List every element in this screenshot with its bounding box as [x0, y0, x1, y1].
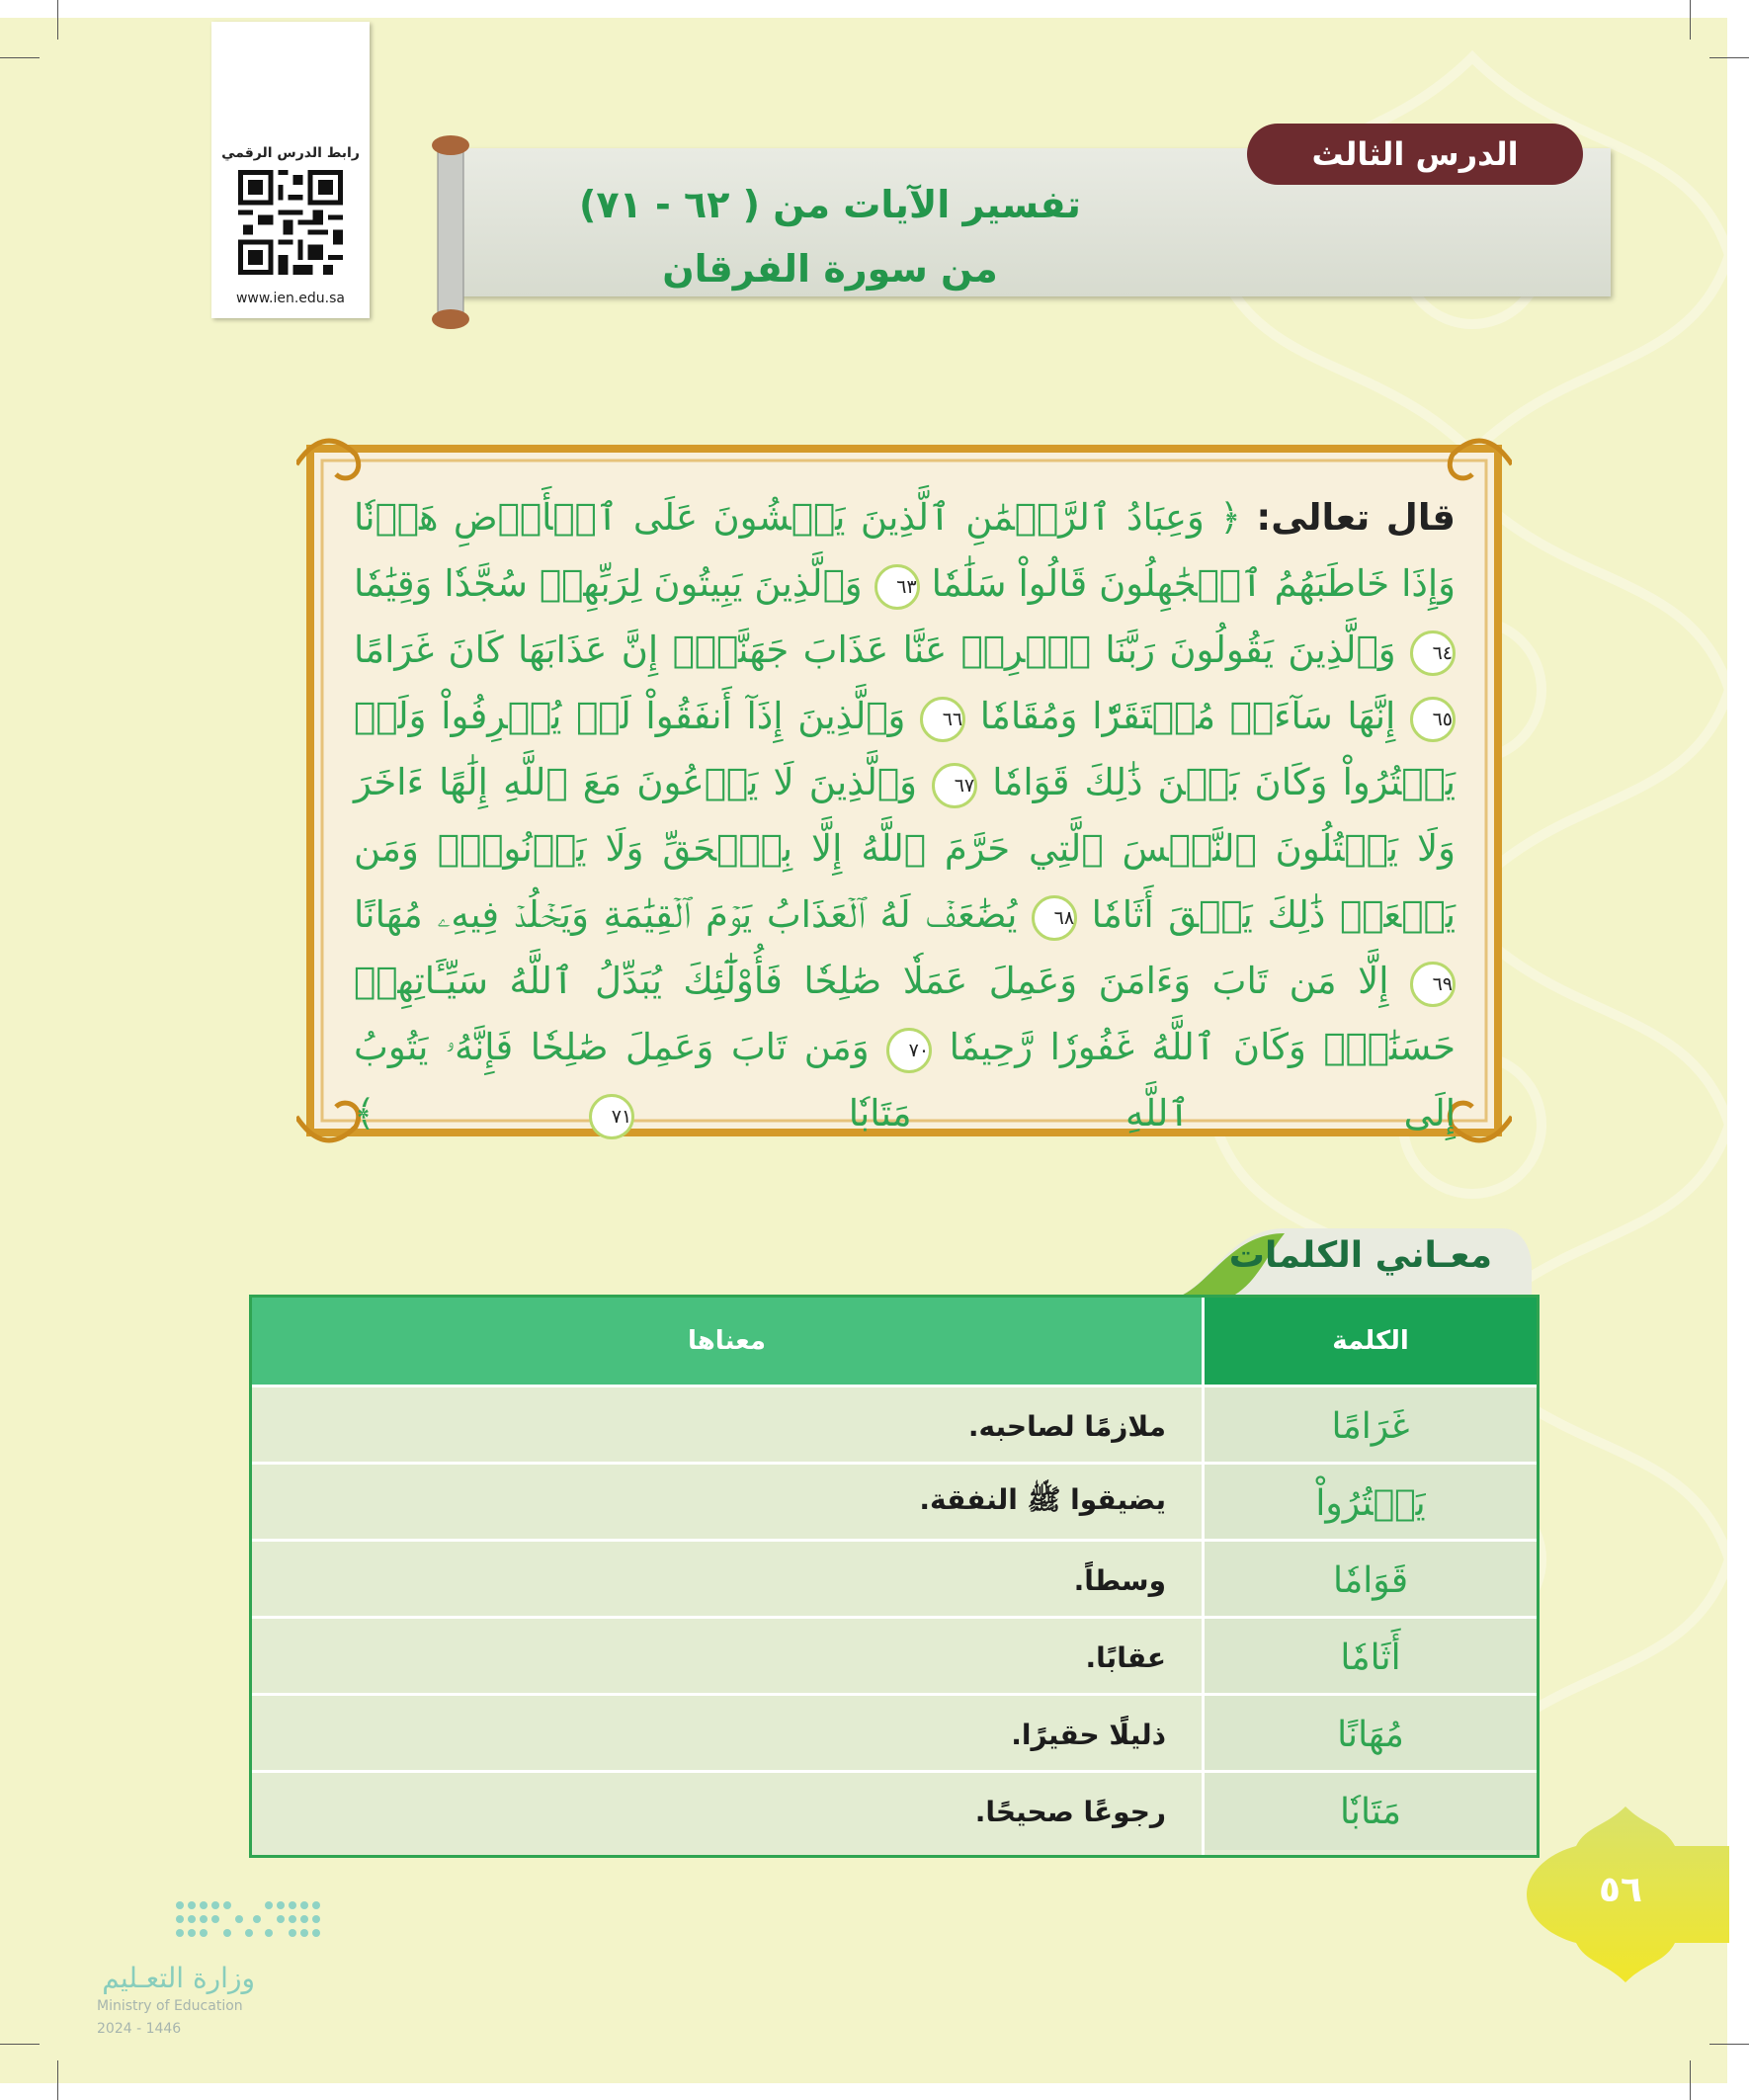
ayah-number-badge: ٦٣: [874, 564, 920, 610]
table-row: [252, 1539, 1537, 1619]
meaning-cell: [252, 1542, 1202, 1619]
ministry-name-ar: وزارة التعـليم: [102, 1962, 255, 1994]
word-cell: غَرَامًا: [1205, 1387, 1537, 1465]
table-row: [252, 1462, 1537, 1542]
table-row: [252, 1385, 1537, 1465]
verse-segment: وَٱلَّذِينَ يَقُولُونَ رَبَّنَا ٱصۡرِفۡ عَنَّا عَذَابَ جَهَنَّمَۖ إِنَّ عَذَابَهَا كَانَ غَرَامًا: [354, 629, 1396, 671]
ayah-number-badge: ٦٨: [1032, 895, 1077, 941]
crop-mark: [0, 2044, 40, 2045]
ayah-number-badge: ٦٩: [1410, 962, 1456, 1007]
qr-url[interactable]: www.ien.edu.sa: [235, 291, 346, 306]
crop-mark: [1709, 2044, 1749, 2045]
ayah-number-badge: ٦٥: [1410, 697, 1456, 742]
verse-segment: وَعِبَادُ ٱلرَّحۡمَٰنِ ٱلَّذِينَ يَمۡشُونَ عَلَى ٱلۡأَرۡضِ هَوۡنٗا وَإِذَا خَاطَبَهُمُ ٱلۡجَٰهِلُونَ قَالُواْ سَلَٰمٗا: [354, 496, 1456, 605]
meaning-cell: [252, 1387, 1202, 1465]
verse-segment: وَٱلَّذِينَ لَا يَدۡعُونَ مَعَ ٱللَّهِ إِلَٰهًا ءَاخَرَ وَلَا يَقۡتُلُونَ ٱلنَّفۡسَ ٱلَّتِي حَرَّمَ ٱللَّهُ إِلَّا بِٱلۡحَقِّ وَلَا يَزۡنُونَۚ وَمَن يَفۡعَلۡ ذَٰلِكَ يَلۡقَ أَثَامٗا: [354, 761, 1456, 936]
verse-segment: إِنَّهَا سَآءَتۡ مُسۡتَقَرّٗا وَمُقَامٗا: [979, 695, 1396, 737]
ayah-number-badge: ٦٤: [1410, 630, 1456, 676]
page-number: ٥٦: [1599, 1870, 1642, 1910]
crop-mark: [0, 57, 40, 58]
crop-mark: [57, 2060, 58, 2100]
meaning-text: عقابًا.: [1085, 1640, 1166, 1674]
quran-verse-text: [354, 484, 1457, 1134]
word-cell: مَتَابٗا: [1205, 1773, 1537, 1850]
scroll-rod-icon: [432, 133, 469, 331]
ayah-number-badge: ٦٦: [920, 697, 965, 742]
ayah-number-badge: ٧١: [589, 1094, 634, 1139]
ministry-year: 2024 - 1446: [97, 2021, 182, 2037]
crop-mark: [57, 0, 58, 40]
meaning-cell: [252, 1773, 1202, 1850]
meaning-text: ملازمًا لصاحبه.: [967, 1409, 1166, 1443]
meaning-cell: [252, 1465, 1202, 1542]
ayah-number-badge: ٦٧: [932, 763, 977, 808]
ministry-name-en: Ministry of Education: [97, 1998, 243, 2014]
verse-segment: إِلَّا مَن تَابَ وَءَامَنَ وَعَمِلَ عَمَلٗا صَٰلِحٗا فَأُوْلَٰٓئِكَ يُبَدِّلُ ٱللَّهُ سَيِّـَٔاتِهِمۡ حَسَنَٰتٖۗ وَكَانَ ٱللَّهُ غَفُورٗا رَّحِيمٗا: [354, 960, 1456, 1068]
banner-title-line1: تفسير الآيات من ( ٦٢ - ٧١): [579, 183, 1081, 226]
table-row: [252, 1693, 1537, 1773]
meaning-text: يضيقوا ﷺ النفقة.: [919, 1483, 1166, 1516]
verse-intro: قال تعالى:: [1256, 496, 1457, 539]
column-header-word: الكلمة: [1205, 1298, 1537, 1385]
lesson-tab: الدرس الثالث: [1247, 124, 1583, 185]
word-cell: أَثَامٗا: [1205, 1619, 1537, 1696]
verse-segment: يُضَٰعَفۡ لَهُ ٱلۡعَذَابُ يَوۡمَ ٱلۡقِيَٰمَةِ وَيَخۡلُدۡ فِيهِۦ مُهَانًا: [354, 893, 1018, 936]
crop-mark: [1690, 2060, 1691, 2100]
word-cell: مُهَانًا: [1205, 1696, 1537, 1773]
meanings-table: [249, 1295, 1540, 1858]
word-cell: قَوَامٗا: [1205, 1542, 1537, 1619]
table-row: [252, 1616, 1537, 1696]
qr-card[interactable]: [211, 22, 370, 318]
word-cell: يَقۡتُرُواْ: [1205, 1465, 1537, 1542]
meaning-text: رجوعًا صحيحًا.: [974, 1795, 1166, 1828]
column-divider: [1202, 1298, 1205, 1855]
verse-segment: وَٱلَّذِينَ يَبِيتُونَ لِرَبِّهِمۡ سُجَّدٗا وَقِيَٰمٗا: [354, 562, 863, 605]
qr-label: رابط الدرس الرقمي: [221, 145, 360, 161]
meaning-cell: [252, 1696, 1202, 1773]
qr-code-icon[interactable]: [238, 170, 343, 275]
verse-close-bracket: ﴾: [354, 1092, 375, 1134]
meaning-text: وسطاً.: [1073, 1563, 1166, 1597]
ministry-logo-icon: [170, 1895, 328, 1950]
verse-open-bracket: ﴿: [1219, 496, 1241, 539]
ayah-number-badge: ٧٠: [886, 1028, 932, 1073]
verse-segment: وَٱلَّذِينَ إِذَآ أَنفَقُواْ لَمۡ يُسۡرِفُواْ وَلَمۡ يَقۡتُرُواْ وَكَانَ بَيۡنَ ذَٰلِكَ قَوَامٗا: [354, 695, 1457, 803]
banner-title-line2: من سورة الفرقان: [662, 247, 998, 291]
column-header-meaning: معناها: [252, 1298, 1202, 1385]
verse-segment: وَمَن تَابَ وَعَمِلَ صَٰلِحٗا فَإِنَّهُۥ يَتُوبُ إِلَى ٱللَّهِ مَتَابٗا: [354, 1026, 1456, 1134]
meaning-cell: [252, 1619, 1202, 1696]
table-row: [252, 1770, 1537, 1850]
meanings-title: معـاني الكلمات: [1228, 1235, 1492, 1276]
meaning-text: ذليلًا حقيرًا.: [1011, 1718, 1166, 1751]
